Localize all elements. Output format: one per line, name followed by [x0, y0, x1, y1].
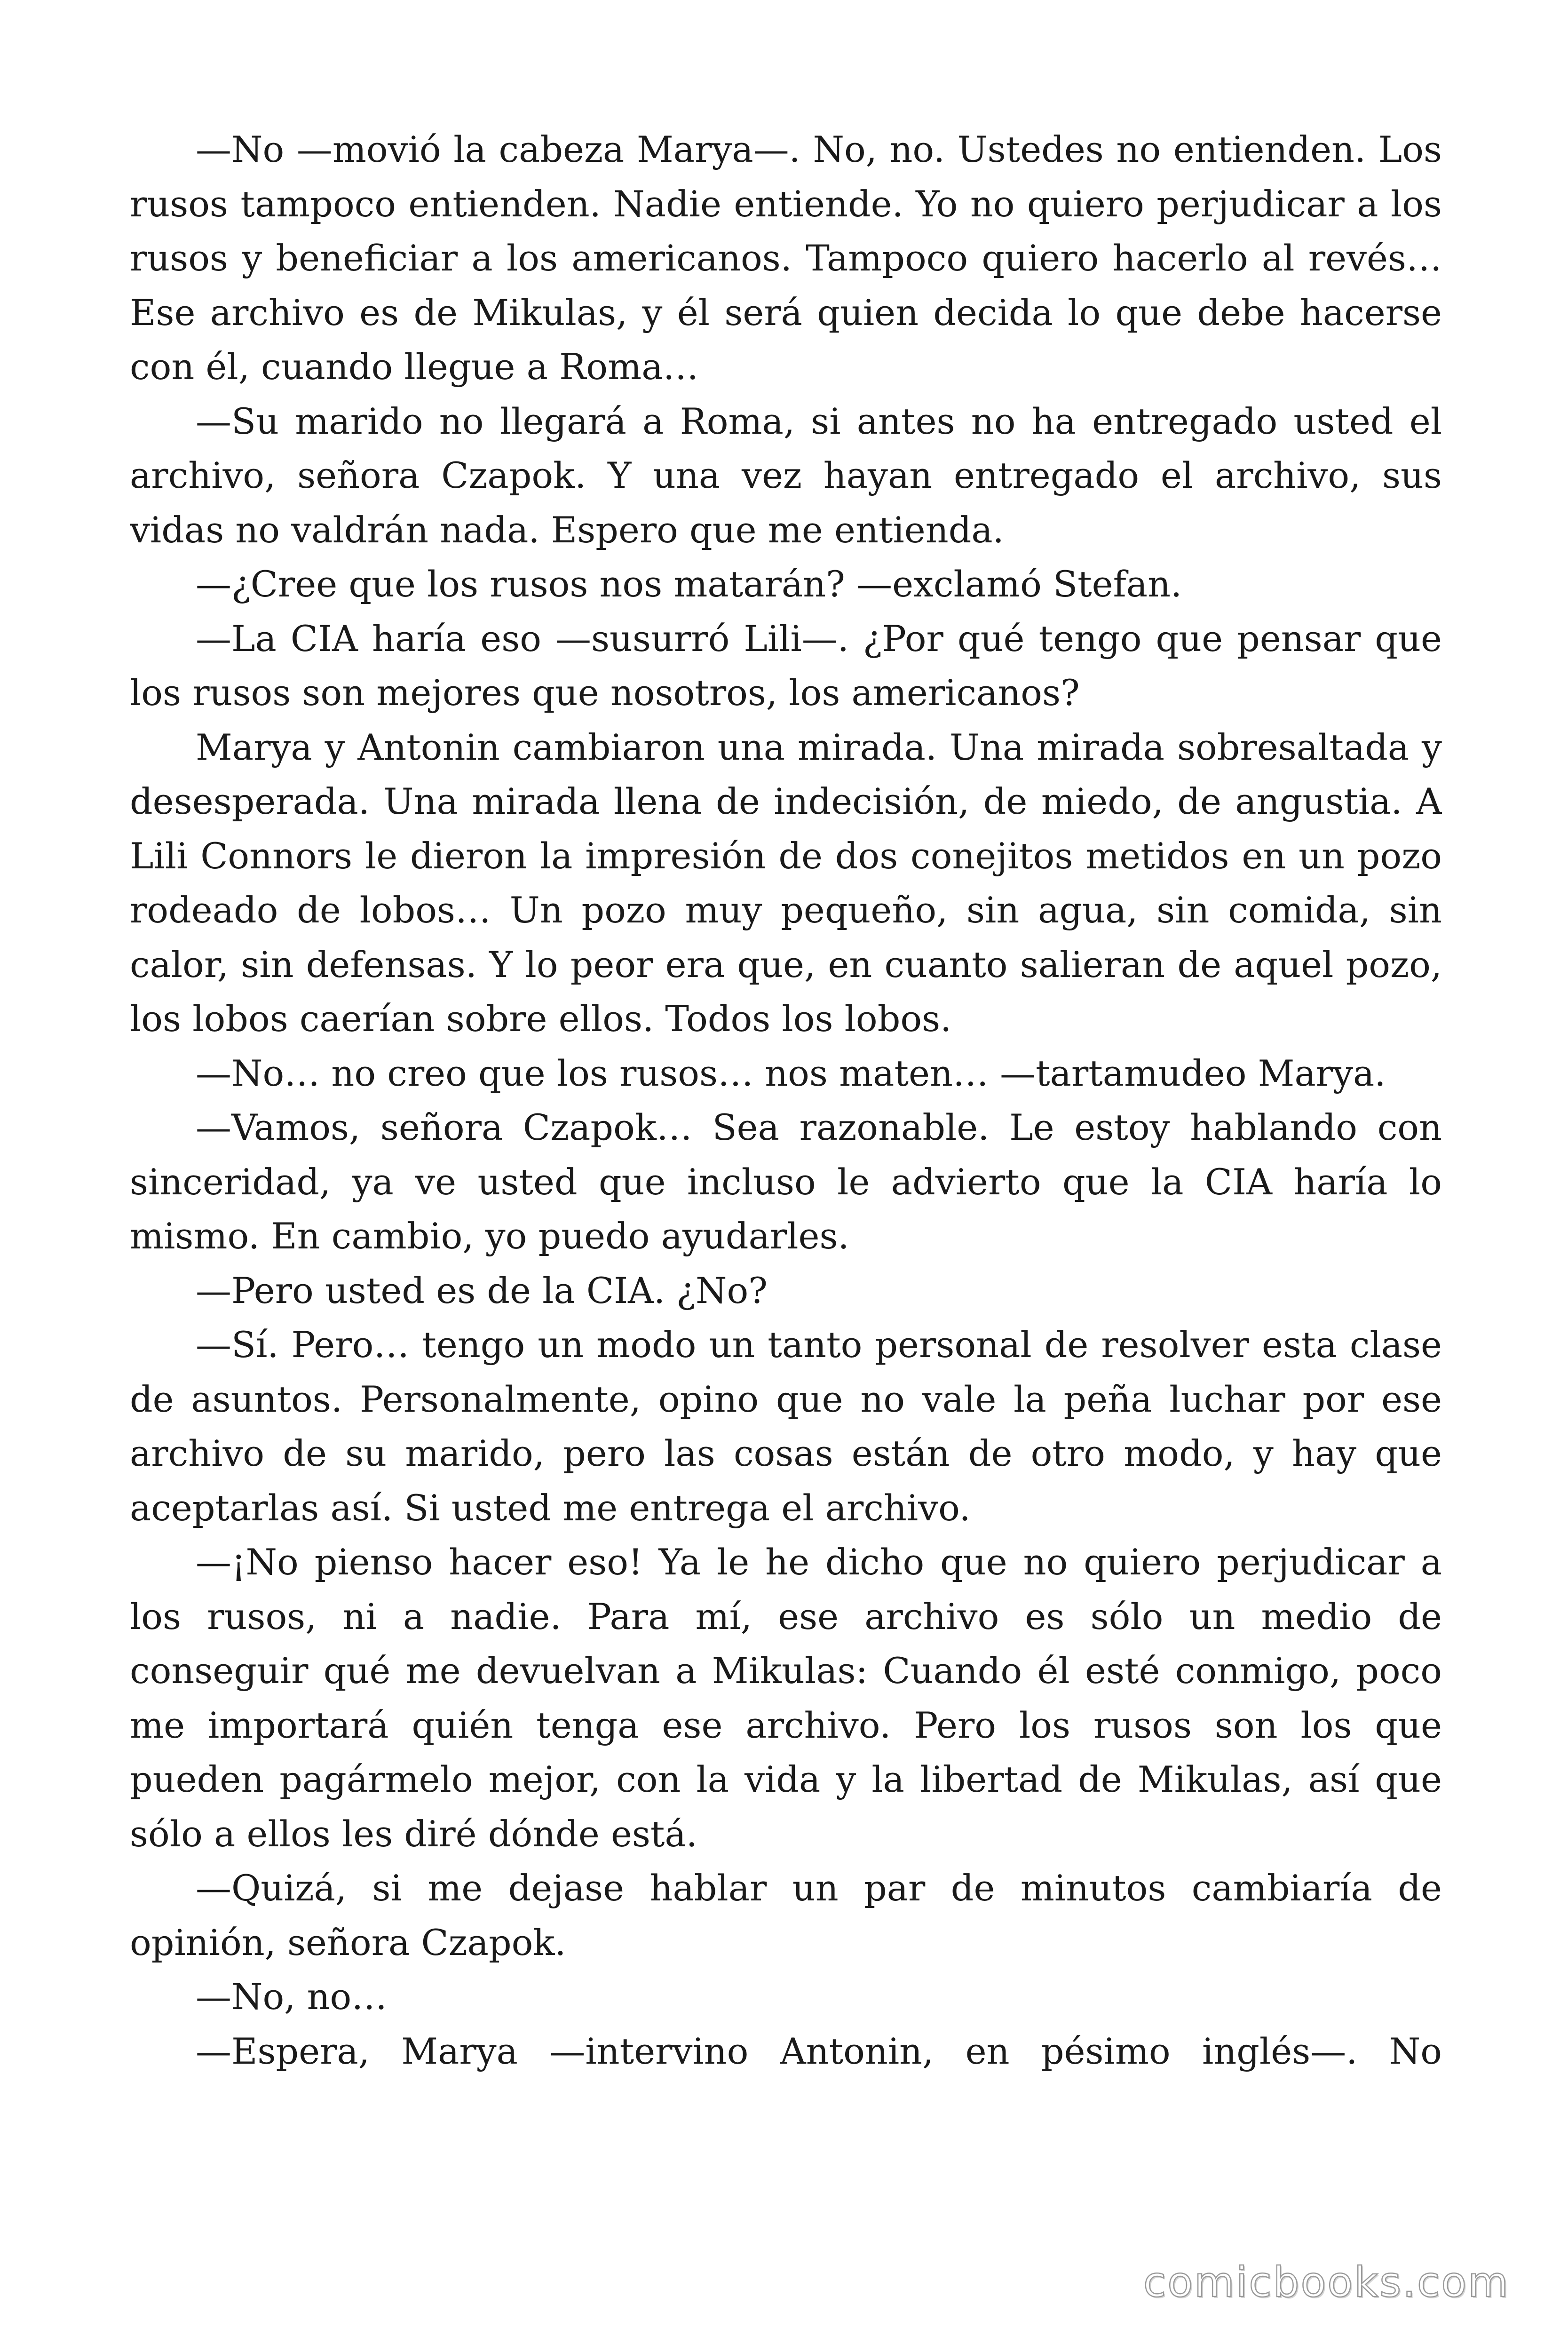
- paragraph: —No, no…: [196, 1976, 388, 2018]
- watermark: comicbooks.com: [1143, 2258, 1510, 2306]
- paragraph: —Sí. Pero… tengo un modo un tanto personal de resolver esta clase de asuntos. Personalmente, opino que no vale la peña luchar por ese archivo de su marido, pero las cosas están de otro modo, y hay que aceptarlas así. Si usted me entrega el archivo.: [130, 1324, 1442, 1529]
- paragraph: —¿Cree que los rusos nos matarán? —exclamó Stefan.: [196, 563, 1182, 605]
- paragraph: —Vamos, señora Czapok… Sea razonable. Le estoy hablando con sinceridad, ya ve usted que incluso le advierto que la CIA haría lo mismo. En cambio, yo puedo ayudarles.: [130, 1106, 1442, 1257]
- paragraph: —No —movió la cabeza Marya—. No, no. Ustedes no entienden. Los rusos tampoco entienden. Nadie entiende. Yo no quiero perjudicar a los rusos y beneficiar a los americanos. Tampoco quiero hacerlo al revés… Ese archivo es de Mikulas, y él será quien decida lo que debe hacerse con él, cuando llegue a Roma…: [130, 128, 1442, 388]
- paragraph: —Su marido no llegará a Roma, si antes no ha entregado usted el archivo, señora Czapok. Y una vez hayan entregado el archivo, sus vidas no valdrán nada. Espero que me entienda.: [130, 400, 1442, 551]
- paragraph: —No… no creo que los rusos… nos maten… —tartamudeo Marya.: [196, 1052, 1386, 1094]
- paragraph: —Pero usted es de la CIA. ¿No?: [196, 1269, 768, 1311]
- paragraph-continued: —Espera, Marya —intervino Antonin, en pésimo inglés—. No: [196, 2030, 1442, 2072]
- paragraph: Marya y Antonin cambiaron una mirada. Una mirada sobresaltada y desesperada. Una mirada llena de indecisión, de miedo, de angustia. A Lili Connors le dieron la impresión de dos conejitos metidos en un pozo rodeado de lobos… Un pozo muy pequeño, sin agua, sin comida, sin calor, sin defensas. Y lo peor era que, en cuanto salieran de aquel pozo, los lobos caerían sobre ellos. Todos los lobos.: [130, 726, 1442, 1040]
- paragraph: —Quizá, si me dejase hablar un par de minutos cambiaría de opinión, señora Czapok.: [130, 1867, 1442, 1963]
- paragraph: —¡No pienso hacer eso! Ya le he dicho que no quiero perjudicar a los rusos, ni a nadie. Para mí, ese archivo es sólo un medio de conseguir qué me devuelvan a Mikulas: Cuando él esté conmigo, poco me importará quién tenga ese archivo. Pero los rusos son los que pueden pagármelo mejor, con la vida y la libertad de Mikulas, así que sólo a ellos les diré dónde está.: [130, 1541, 1442, 1855]
- page-body: [130, 122, 1442, 2211]
- paragraph: —La CIA haría eso —susurró Lili—. ¿Por qué tengo que pensar que los rusos son mejores que nosotros, los americanos?: [130, 617, 1442, 714]
